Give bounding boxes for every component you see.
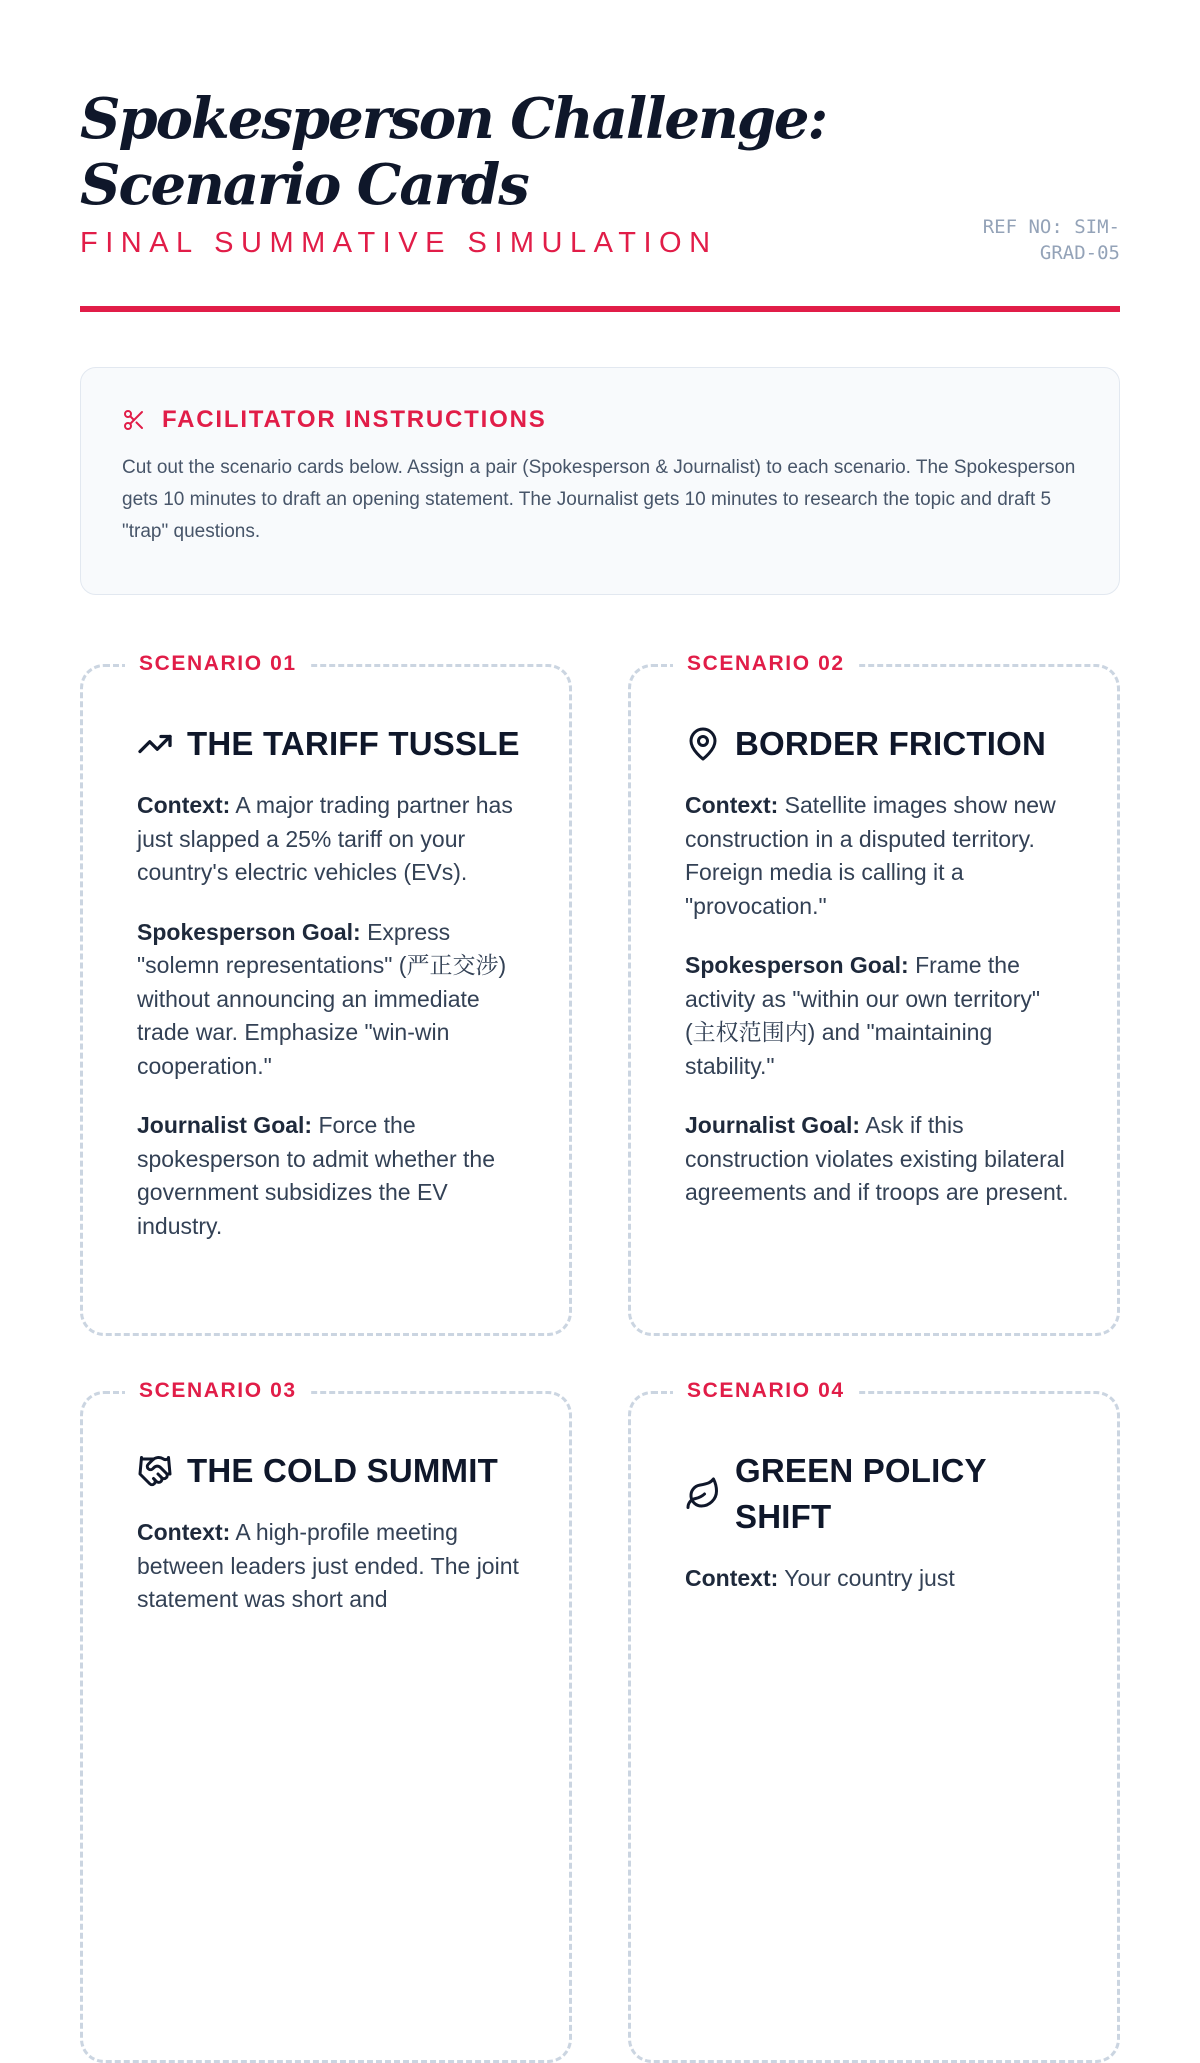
handshake-icon: [137, 1453, 173, 1489]
scenario-spokesperson-goal: [685, 949, 1075, 1083]
trending-up-icon: [137, 726, 173, 762]
scenario-title: THE TARIFF TUSSLE: [187, 725, 520, 762]
scenario-card-04: [628, 1379, 1120, 2063]
page-title: Spokesperson Challenge: Scenario Cards: [80, 86, 827, 218]
spokesperson-goal-label: Spokesperson Goal:: [685, 952, 909, 978]
journalist-goal-label: Journalist Goal:: [137, 1112, 313, 1138]
scenario-label: SCENARIO 01: [125, 651, 311, 677]
context-text: A high-profile meeting between leaders just ended. The joint statement was short and: [137, 1519, 519, 1612]
scenario-title: BORDER FRICTION: [735, 725, 1046, 762]
scenario-journalist-goal: [685, 1109, 1075, 1210]
instructions-heading: [122, 406, 1079, 434]
scenario-card-03: [80, 1379, 572, 2063]
context-label: Context:: [137, 1519, 231, 1545]
scenario-label: SCENARIO 03: [125, 1378, 311, 1404]
context-text: A major trading partner has just slapped a 25% tariff on your country's electric vehicles (EVs).: [137, 792, 513, 885]
context-text: Your country just: [784, 1565, 955, 1591]
scenario-context: [685, 789, 1075, 923]
page-header: [80, 80, 1120, 312]
scenario-spokesperson-goal: [137, 916, 527, 1084]
scenario-card-01: [80, 652, 572, 1336]
scenario-title: GREEN POLICY SHIFT: [735, 1452, 987, 1535]
journalist-goal-text: Force the spokesperson to admit whether the government subsidizes the EV industry.: [137, 1112, 495, 1239]
scenario-label: SCENARIO 02: [673, 651, 859, 677]
scenario-label: SCENARIO 04: [673, 1378, 859, 1404]
page: [80, 0, 1120, 1612]
spokesperson-goal-label: Spokesperson Goal:: [137, 918, 361, 945]
reference-number: REF NO: SIM-GRAD-05: [982, 216, 1120, 264]
scenario-context: [685, 1562, 1075, 1596]
scenario-context: [137, 789, 527, 890]
leaf-icon: [685, 1476, 721, 1512]
scenario-journalist-goal: [137, 1109, 527, 1243]
scissors-icon: [122, 408, 146, 432]
context-label: Context:: [685, 792, 779, 818]
page-subtitle: FINAL SUMMATIVE SIMULATION: [80, 227, 718, 259]
instructions-body: Cut out the scenario cards below. Assign a pair (Spokesperson & Journalist) to each scenario. The Spokesperson gets 10 minutes to draft an opening statement. The Journalist gets 10 minutes to research the topic and draft 5 "trap" questions.: [122, 457, 1076, 542]
scenario-context: [137, 1516, 527, 1617]
scenario-title: THE COLD SUMMIT: [187, 1452, 498, 1489]
instructions-title: FACILITATOR INSTRUCTIONS: [162, 406, 547, 433]
spokesperson-goal-text: Frame the activity as "within our own territory" (主权范围内) and "maintaining stability.": [685, 952, 1041, 1079]
context-text: Satellite images show new construction in a disputed territory. Foreign media is calling it a "provocation.": [685, 792, 1056, 919]
scenario-card-02: [628, 652, 1120, 1336]
context-label: Context:: [685, 1565, 779, 1591]
context-label: Context:: [137, 792, 231, 818]
spokesperson-goal-text: Express "solemn representations" (严正交涉) without announcing an immediate trade war. Emphasize "win-win cooperation.": [137, 918, 507, 1079]
facilitator-instructions-box: [80, 367, 1120, 595]
map-pin-icon: [685, 726, 721, 762]
journalist-goal-text: Ask if this construction violates existing bilateral agreements and if troops are present.: [685, 1112, 1069, 1205]
journalist-goal-label: Journalist Goal:: [685, 1112, 861, 1138]
